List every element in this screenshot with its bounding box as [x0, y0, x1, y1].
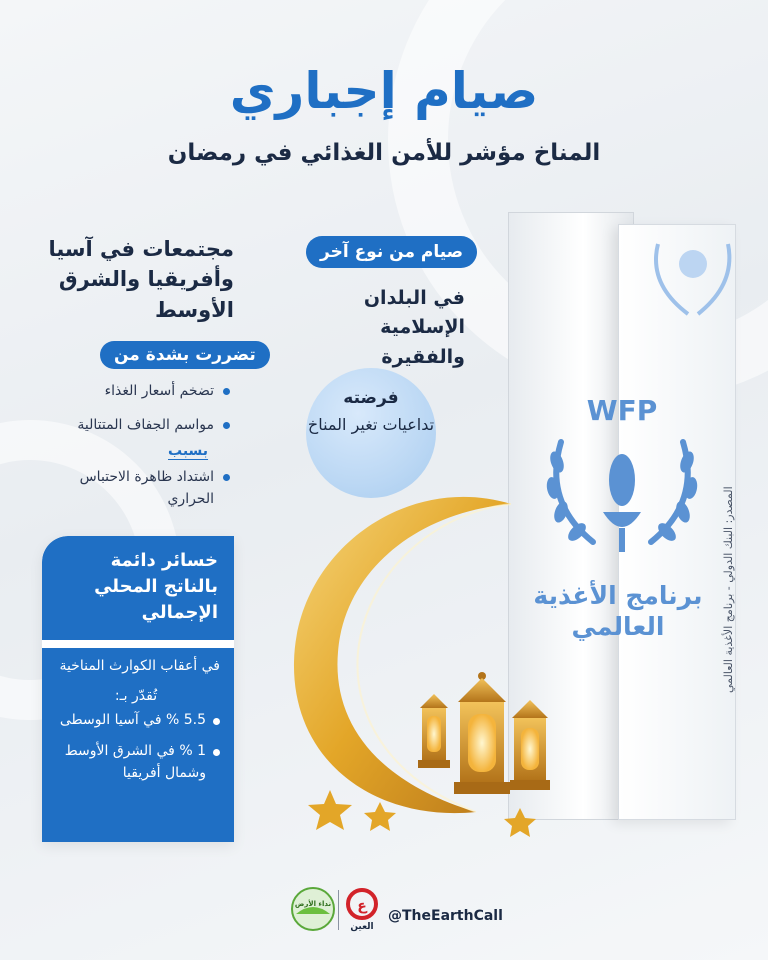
- earth-call-logo-text: نداء الأرض: [294, 900, 332, 908]
- list-item: اشتداد ظاهرة الاحتباس الحراري: [40, 466, 230, 511]
- because-label: بسبب: [168, 443, 209, 459]
- gdp-loss-estimate-label: تُقدّر بـ:: [114, 687, 158, 704]
- star-icon: [290, 770, 550, 840]
- wfp-abbr: WFP: [586, 394, 658, 427]
- list-item: 1 % في الشرق الأوسط وشمال أفريقيا: [52, 741, 220, 784]
- source-note: المصدر: البنك الدولي - برنامج الأغذية العالمي: [722, 486, 735, 694]
- main-title: صيام إجباري: [229, 62, 539, 120]
- list-item: 5.5 % في آسيا الوسطى: [52, 710, 220, 732]
- al-ain-logo: [342, 888, 382, 932]
- social-handle: @TheEarthCall: [388, 908, 503, 924]
- gdp-loss-body: [42, 648, 234, 842]
- fasting-pill: صيام من نوع آخر: [306, 236, 477, 268]
- causes-list-2: [40, 466, 230, 523]
- imposed-subtitle: تداعيات تغير المناخ: [307, 415, 435, 434]
- wfp-name-line: برنامج الأغذية: [533, 581, 703, 610]
- communities-text: مجتمعات في آسيا وأفريقيا والشرق الأوسط: [48, 237, 234, 322]
- wfp-name-line: العالمي: [571, 612, 665, 642]
- footer: [0, 882, 768, 942]
- list-item: مواسم الجفاف المتتالية: [40, 414, 230, 436]
- imposed-title: فرضته: [343, 388, 399, 408]
- subtitle: المناخ مؤشر للأمن الغذائي في رمضان: [167, 140, 601, 166]
- harmed-pill: تضررت بشدة من: [100, 341, 270, 369]
- al-ain-logo-text: العين: [350, 922, 374, 932]
- earth-call-logo: [290, 886, 336, 932]
- gdp-loss-box: [42, 536, 234, 842]
- gdp-loss-list: [52, 710, 220, 785]
- wfp-name: [533, 580, 703, 643]
- svg-text:ع: ع: [357, 898, 367, 914]
- countries-text: في البلدان الإسلامية والفقيرة: [363, 287, 465, 368]
- gdp-loss-heading: خسائر دائمة بالناتج المحلي الإجمالي: [42, 536, 234, 640]
- footer-divider: [338, 890, 339, 930]
- imposed-circle: [306, 368, 436, 498]
- causes-list: [40, 380, 230, 449]
- wfp-emblem-icon: [533, 392, 711, 572]
- box-divider: [42, 640, 234, 648]
- wfp-emblem-icon: [648, 224, 736, 334]
- list-item: تضخم أسعار الغذاء: [40, 380, 230, 402]
- gdp-loss-after: في أعقاب الكوارث المناخية: [59, 658, 220, 674]
